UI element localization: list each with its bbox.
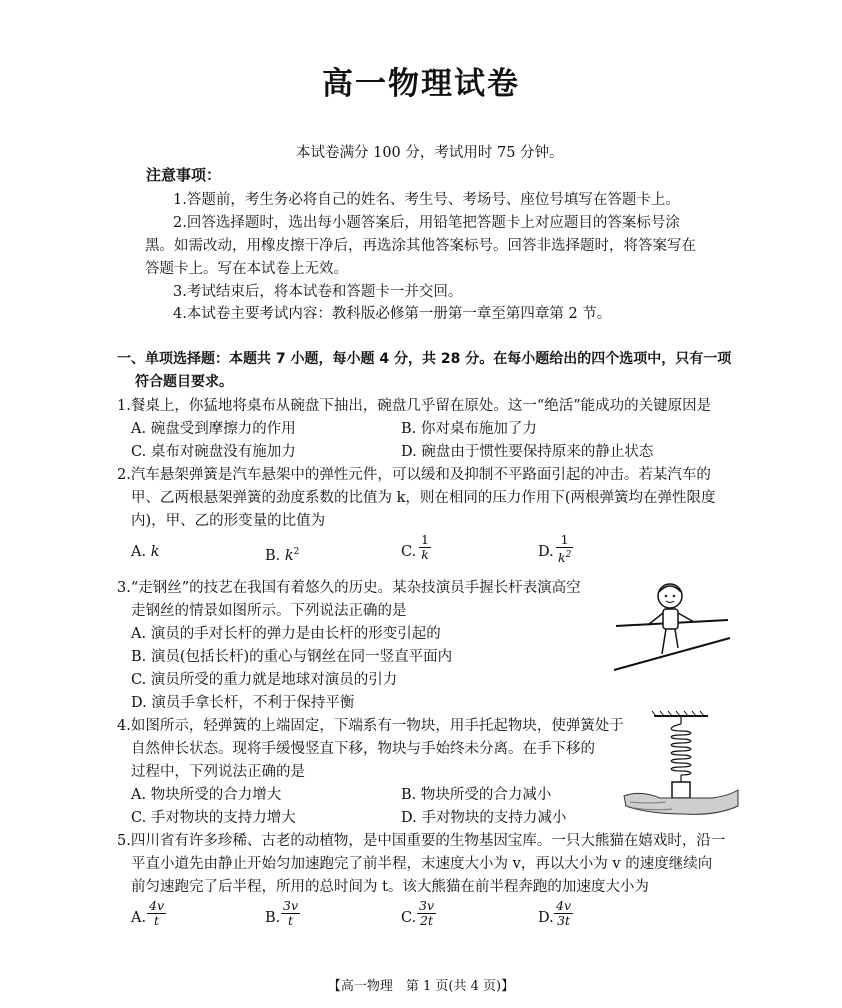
q5-option-b-fraction: $\frac{3v}{t}$ bbox=[283, 898, 299, 928]
q3-option-c: C. 演员所受的重力就是地球对演员的引力 bbox=[131, 672, 398, 688]
spring-block-figure bbox=[620, 710, 742, 826]
q2-stem-line-3: 内)，甲、乙的形变量的比值为 bbox=[131, 513, 326, 529]
notice-line-2: 2.回答选择题时，选出每小题答案后，用铅笔把答题卡上对应题目的答案标号涂 bbox=[173, 215, 680, 231]
q3-stem-line-2: 走钢丝的情景如图所示。下列说法正确的是 bbox=[131, 603, 407, 619]
notice-heading: 注意事项： bbox=[146, 166, 222, 184]
q3-option-a: A. 演员的手对长杆的弹力是由长杆的形变引起的 bbox=[131, 626, 441, 642]
q1-option-c: C. 桌布对碗盘没有施加力 bbox=[131, 444, 296, 460]
q5-option-c-fraction: $\frac{3v}{2t}$ bbox=[419, 898, 435, 928]
section-heading-cont: 符合题目要求。 bbox=[135, 374, 233, 390]
q2-stem-line-1: 2.汽车悬架弹簧是汽车悬架中的弹性元件，可以缓和及抑制不平路面引起的冲击。若某汽车的 bbox=[117, 467, 711, 483]
q2-option-c-label: C. bbox=[401, 544, 417, 560]
page-title: 高一物理试卷 bbox=[322, 66, 520, 102]
q4-stem-line-3: 过程中，下列说法正确的是 bbox=[131, 764, 305, 780]
q2-option-d-label: D. bbox=[538, 544, 554, 560]
q3-option-d: D. 演员手拿长杆，不利于保持平衡 bbox=[131, 695, 355, 711]
exam-intro: 本试卷满分 100 分，考试用时 75 分钟。 bbox=[296, 145, 564, 161]
notice-line-3: 黑。如需改动，用橡皮擦干净后，再选涂其他答案标号。回答非选择题时，将答案写在 bbox=[145, 238, 696, 254]
q5-stem-line-2: 平直小道先由静止开始匀加速跑完了前半程，末速度大小为 v，再以大小为 v 的速度继续向 bbox=[131, 856, 713, 872]
q5-option-b-label: B. bbox=[265, 910, 281, 926]
q2-stem-line-2: 甲、乙两根悬架弹簧的劲度系数的比值为 k，则在相同的压力作用下(两根弹簧均在弹性限度 bbox=[131, 490, 716, 506]
q2-option-c-fraction: $\frac{1}{k}$ bbox=[421, 532, 429, 562]
q5-option-c-label: C. bbox=[401, 910, 417, 926]
q3-option-b: B. 演员(包括长杆)的重心与钢丝在同一竖直平面内 bbox=[131, 649, 453, 665]
q5-stem-line-1: 5.四川省有许多珍稀、古老的动植物，是中国重要的生物基因宝库。一只大熊猫在嬉戏时，沿一 bbox=[117, 833, 726, 849]
q1-stem: 1.餐桌上，你猛地将桌布从碗盘下抽出，碗盘几乎留在原处。这一“绝活”能成功的关键原因是 bbox=[117, 398, 712, 414]
q5-option-d-label: D. bbox=[538, 910, 554, 926]
notice-line-5: 3.考试结束后，将本试卷和答题卡一并交回。 bbox=[173, 284, 463, 300]
q2-option-a: A. k bbox=[131, 544, 160, 560]
q4-stem-line-1: 4.如图所示，轻弹簧的上端固定，下端系有一物块，用手托起物块，使弹簧处于 bbox=[117, 718, 624, 734]
q4-stem-line-2: 自然伸长状态。现将手缓慢竖直下移，物块与手始终未分离。在手下移的 bbox=[131, 741, 595, 757]
q5-stem-line-3: 前匀速跑完了后半程，所用的总时间为 t。该大熊猫在前半程奔跑的加速度大小为 bbox=[131, 879, 649, 895]
q4-option-b: B. 物块所受的合力减小 bbox=[401, 787, 552, 803]
q1-option-d: D. 碗盘由于惯性要保持原来的静止状态 bbox=[401, 444, 654, 460]
q1-option-a: A. 碗盘受到摩擦力的作用 bbox=[131, 421, 296, 437]
section-heading: 一、单项选择题：本题共 7 小题，每小题 4 分，共 28 分。在每小题给出的四个选项中，只有一项 bbox=[117, 351, 732, 367]
q5-option-a-fraction: $\frac{4v}{t}$ bbox=[149, 898, 165, 928]
tightrope-walker-figure bbox=[612, 578, 732, 682]
q4-option-d: D. 手对物块的支持力减小 bbox=[401, 810, 567, 826]
q1-option-b: B. 你对桌布施加了力 bbox=[401, 421, 537, 437]
q2-option-d-fraction: $\frac{1}{k^2}$ bbox=[558, 532, 572, 566]
q4-option-c: C. 手对物块的支持力增大 bbox=[131, 810, 296, 826]
q5-option-a-label: A. bbox=[131, 910, 147, 926]
q3-stem-line-1: 3.“走钢丝”的技艺在我国有着悠久的历史。某杂技演员手握长杆表演高空 bbox=[117, 580, 581, 596]
notice-line-6: 4.本试卷主要考试内容：教科版必修第一册第一章至第四章第 2 节。 bbox=[173, 306, 612, 322]
page-footer: 【高一物理 第 1 页(共 4 页)】 bbox=[327, 979, 515, 994]
q5-option-d-fraction: $\frac{4v}{3t}$ bbox=[556, 898, 572, 928]
q4-option-a: A. 物块所受的合力增大 bbox=[131, 787, 282, 803]
notice-line-1: 1.答题前，考生务必将自己的姓名、考生号、考场号、座位号填写在答题卡上。 bbox=[173, 192, 680, 208]
q2-option-b: B. $k^2$ bbox=[265, 547, 300, 564]
notice-line-4: 答题卡上。写在本试卷上无效。 bbox=[145, 261, 348, 277]
